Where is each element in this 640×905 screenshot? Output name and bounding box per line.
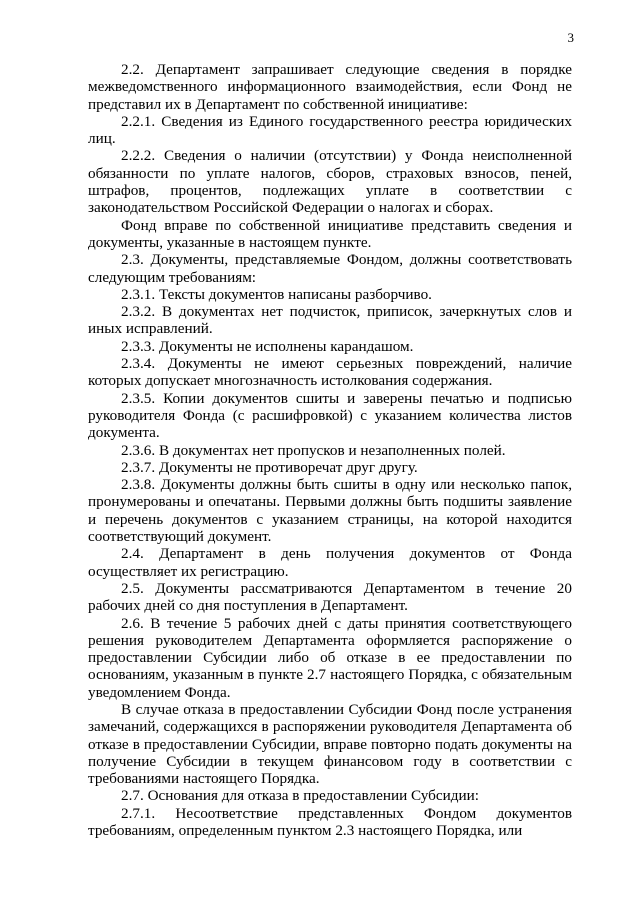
document-body — [88, 61, 572, 839]
paragraph-2-3-7: 2.3.7. Документы не противоречат друг другу. — [121, 458, 418, 476]
paragraph-2-3-2: 2.3.2. В документах нет подчисток, приписок, зачеркнутых слов и иных исправлений. — [88, 303, 572, 338]
paragraph-2-6: 2.6. В течение 5 рабочих дней с даты принятия соответствующего решения руководителем Департамента оформляется распоряжение о предоставлении Субсидии либо об отказе в ее предоставлении по основаниям, указанным в пункте 2.7 настоящего Порядка, с обязательным уведомлением Фонда. — [88, 614, 572, 701]
paragraph-fund-right: Фонд вправе по собственной инициативе представить сведения и документы, указанные в настоящем пункте. — [88, 216, 572, 251]
paragraph-2-4: 2.4. Департамент в день получения документов от Фонда осуществляет их регистрацию. — [88, 545, 572, 580]
paragraph-2-3-5: 2.3.5. Копии документов сшиты и заверены печатью и подписью руководителя Фонда (с расшифровкой) с указанием количества листов документа. — [88, 389, 572, 442]
paragraph-2-7-1: 2.7.1. Несоответствие представленных Фондом документов требованиям, определенным пунктом 2.3 настоящего Порядка, или — [88, 804, 572, 840]
paragraph-2-3-6: 2.3.6. В документах нет пропусков и незаполненных полей. — [121, 441, 506, 459]
paragraph-2-7: 2.7. Основания для отказа в предоставлении Субсидии: — [121, 787, 479, 805]
paragraph-2-3-8: 2.3.8. Документы должны быть сшиты в одну или несколько папок, пронумерованы и опечатаны. Первыми должны быть подшиты заявление и перечень документов с указанием страницы, на которой находится соответствующий документ. — [88, 476, 572, 546]
paragraph-2-2-2: 2.2.2. Сведения о наличии (отсутствии) у Фонда неисполненной обязанности по уплате налогов, сборов, страховых взносов, пеней, штрафов, процентов, подлежащих уплате в соответствии с законодательством Российской Федерации о налогах и сборах. — [88, 147, 572, 217]
paragraph-2-2-1: 2.2.1. Сведения из Единого государственного реестра юридических лиц. — [88, 112, 572, 148]
paragraph-2-3-3: 2.3.3. Документы не исполнены карандашом. — [121, 337, 414, 355]
page-number: 3 — [567, 30, 574, 45]
paragraph-2-3-1: 2.3.1. Тексты документов написаны разборчиво. — [121, 285, 432, 303]
paragraph-2-5: 2.5. Документы рассматриваются Департаментом в течение 20 рабочих дней со дня поступления в Департамент. — [88, 579, 572, 615]
paragraph-2-2: 2.2. Департамент запрашивает следующие сведения в порядке межведомственного информационного взаимодействия, если Фонд не представил их в Департамент по собственной инициативе: — [88, 61, 572, 113]
paragraph-refusal-case: В случае отказа в предоставлении Субсидии Фонд после устранения замечаний, содержащихся в распоряжении руководителя Департамента об отказе в предоставлении Субсидии, вправе повторно подать документы на получение Субсидии в текущем финансовом году в соответствии с требованиями настоящего Порядка. — [88, 700, 572, 788]
paragraph-2-3: 2.3. Документы, представляемые Фондом, должны соответствовать следующим требованиям: — [88, 251, 572, 286]
paragraph-2-3-4: 2.3.4. Документы не имеют серьезных повреждений, наличие которых допускает многозначность истолкования содержания. — [88, 355, 572, 390]
